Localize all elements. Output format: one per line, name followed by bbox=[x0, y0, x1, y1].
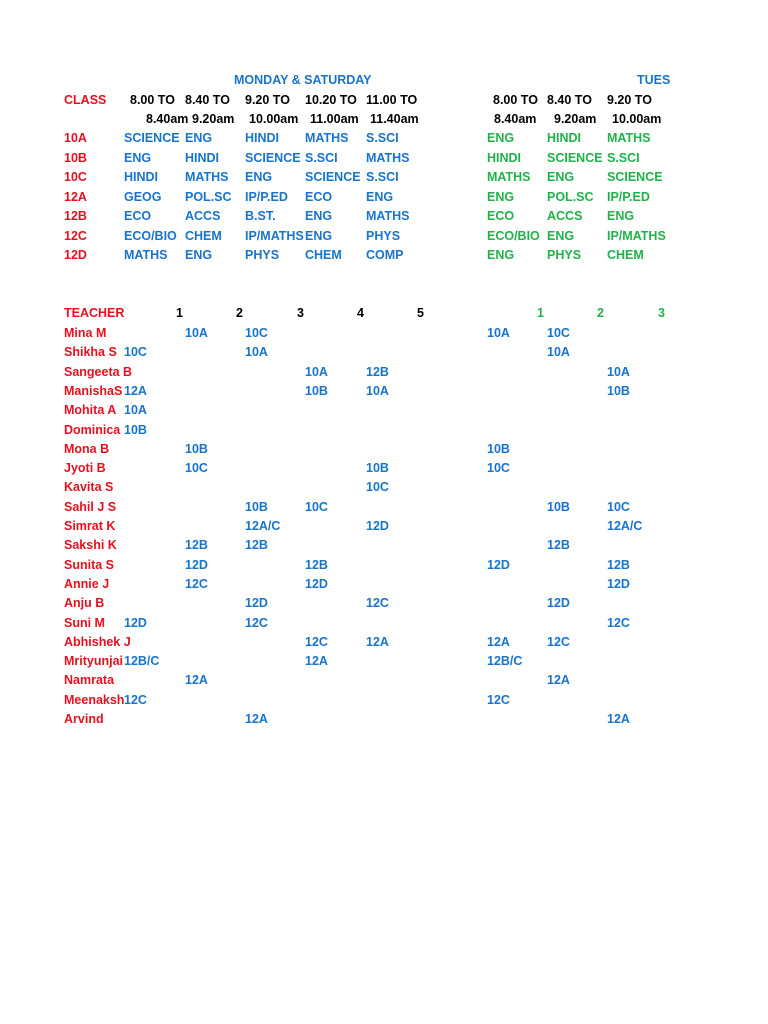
left-period-start: 9.20 TO bbox=[245, 93, 290, 107]
teacher-name: Jyoti B bbox=[64, 461, 106, 476]
class-subject-cell: MATHS bbox=[185, 170, 229, 184]
right-period-end: 10.00am bbox=[612, 112, 662, 126]
left-period-end: 11.00am bbox=[310, 112, 359, 126]
class-label: CLASS bbox=[64, 93, 107, 107]
class-subject-cell: GEOG bbox=[124, 189, 162, 204]
teacher-class-cell-right: 12B bbox=[607, 557, 630, 572]
class-subject-cell: ENG bbox=[366, 189, 394, 204]
class-row-label: 10C bbox=[64, 170, 87, 184]
class-subject-cell-right: ENG bbox=[547, 170, 575, 184]
teacher-class-cell-right: 10B bbox=[607, 383, 630, 398]
class-subject-cell-right: ECO/BIO bbox=[487, 228, 540, 243]
class-subject-cell-right: ENG bbox=[487, 189, 515, 204]
teacher-class-cell: 12C bbox=[305, 634, 328, 649]
teacher-class-cell: 10C bbox=[124, 345, 147, 360]
class-row-label: 12C bbox=[64, 228, 87, 243]
teacher-class-cell-right: 10C bbox=[547, 326, 570, 340]
class-subject-cell-right: ECO bbox=[487, 209, 515, 223]
teacher-class-cell: 10C bbox=[366, 480, 389, 495]
class-subject-cell-right: SCIENCE bbox=[547, 150, 603, 165]
period-number-right: 1 bbox=[537, 306, 544, 320]
teacher-class-cell: 12A/C bbox=[245, 519, 281, 533]
teacher-label: TEACHER bbox=[64, 306, 125, 320]
class-subject-cell: POL.SC bbox=[185, 189, 232, 204]
teacher-class-cell-right: 10A bbox=[547, 345, 570, 360]
class-subject-cell-right: MATHS bbox=[487, 170, 531, 184]
teacher-class-cell: 12A bbox=[185, 673, 208, 688]
class-subject-cell: MATHS bbox=[124, 248, 168, 262]
teacher-name: Mina M bbox=[64, 326, 107, 340]
teacher-class-cell-right: 10A bbox=[607, 364, 630, 379]
class-subject-cell: CHEM bbox=[185, 228, 222, 243]
teacher-class-cell: 12B/C bbox=[124, 654, 160, 669]
teacher-name: Sunita S bbox=[64, 557, 115, 572]
class-subject-cell: HINDI bbox=[124, 170, 159, 184]
class-subject-cell: HINDI bbox=[245, 131, 280, 145]
class-subject-cell-right: IP/P.ED bbox=[607, 189, 650, 204]
teacher-name: Shikha S bbox=[64, 345, 117, 360]
teacher-class-cell-right: 12C bbox=[547, 634, 570, 649]
teacher-class-cell: 10A bbox=[366, 383, 389, 398]
right-period-start: 8.40 TO bbox=[547, 93, 592, 107]
left-period-end: 9.20am bbox=[192, 112, 235, 126]
teacher-name: Arvind bbox=[64, 712, 104, 726]
teacher-name: ManishaS bbox=[64, 383, 123, 398]
teacher-class-cell-right: 10C bbox=[487, 461, 510, 476]
class-subject-cell-right: ENG bbox=[487, 248, 515, 262]
teacher-class-cell: 10B bbox=[366, 461, 389, 476]
class-subject-cell: COMP bbox=[366, 248, 404, 262]
teacher-class-cell: 10B bbox=[124, 422, 147, 437]
teacher-class-cell: 12A bbox=[366, 634, 389, 649]
class-subject-cell: ENG bbox=[185, 131, 213, 145]
class-subject-cell: SCIENCE bbox=[245, 150, 301, 165]
teacher-class-cell: 12B bbox=[245, 538, 268, 553]
left-period-start: 11.00 TO bbox=[366, 93, 418, 107]
teacher-class-cell-right: 10B bbox=[487, 441, 510, 456]
class-subject-cell: HINDI bbox=[185, 150, 220, 165]
teacher-name: Mrityunjai bbox=[64, 654, 124, 669]
class-subject-cell: ECO/BIO bbox=[124, 228, 177, 243]
class-subject-cell: MATHS bbox=[305, 131, 349, 145]
right-period-start: 9.20 TO bbox=[607, 93, 652, 107]
right-period-start: 8.00 TO bbox=[493, 93, 538, 107]
teacher-class-cell: 10B bbox=[185, 441, 208, 456]
left-period-start: 8.00 TO bbox=[130, 93, 175, 107]
class-subject-cell-right: CHEM bbox=[607, 248, 644, 262]
period-number: 4 bbox=[357, 306, 364, 320]
teacher-class-cell: 12D bbox=[245, 596, 268, 611]
teacher-name: Dominica bbox=[64, 422, 121, 437]
class-subject-cell: IP/P.ED bbox=[245, 189, 288, 204]
left-period-end: 11.40am bbox=[370, 112, 419, 126]
teacher-name: Suni M bbox=[64, 615, 105, 630]
teacher-class-cell-right: 12A bbox=[607, 712, 630, 726]
class-subject-cell-right: ACCS bbox=[547, 209, 583, 223]
class-subject-cell: ENG bbox=[305, 228, 333, 243]
teacher-name: Sangeeta B bbox=[64, 364, 133, 379]
class-subject-cell: ECO bbox=[124, 209, 152, 223]
teacher-class-cell-right: 12A bbox=[487, 634, 510, 649]
class-subject-cell: PHYS bbox=[366, 228, 401, 243]
teacher-class-cell-right: 12C bbox=[607, 615, 630, 630]
teacher-class-cell-right: 10C bbox=[607, 499, 630, 514]
class-row-label: 10A bbox=[64, 131, 87, 145]
class-subject-cell: S.SCI bbox=[366, 170, 399, 184]
class-subject-cell: SCIENCE bbox=[124, 131, 180, 145]
class-subject-cell: ECO bbox=[305, 189, 333, 204]
class-subject-cell: S.SCI bbox=[366, 131, 399, 145]
teacher-class-cell-right: 12D bbox=[487, 557, 510, 572]
left-period-start: 10.20 TO bbox=[305, 93, 357, 107]
teacher-class-cell: 12D bbox=[124, 615, 147, 630]
teacher-class-cell: 12B bbox=[185, 538, 208, 553]
class-subject-cell-right: POL.SC bbox=[547, 189, 594, 204]
teacher-class-cell-right: 12D bbox=[607, 576, 630, 591]
class-subject-cell: B.ST. bbox=[245, 209, 276, 223]
class-subject-cell-right: SCIENCE bbox=[607, 170, 663, 184]
teacher-name: Annie J bbox=[64, 576, 110, 591]
right-period-end: 8.40am bbox=[494, 112, 537, 126]
teacher-class-cell-right: 12D bbox=[547, 596, 570, 611]
class-row-label: 12D bbox=[64, 248, 87, 262]
teacher-class-cell-right: 10A bbox=[487, 326, 510, 340]
teacher-class-cell: 10B bbox=[245, 499, 268, 514]
class-subject-cell-right: HINDI bbox=[487, 150, 522, 165]
period-number: 2 bbox=[236, 306, 243, 320]
teacher-class-cell: 10C bbox=[185, 461, 208, 476]
teacher-class-cell: 10A bbox=[185, 326, 208, 340]
teacher-class-cell: 12D bbox=[185, 557, 208, 572]
left-period-end: 10.00am bbox=[249, 112, 299, 126]
teacher-name: Mona B bbox=[64, 441, 110, 456]
teacher-name: Namrata bbox=[64, 673, 115, 688]
teacher-class-cell-right: 12C bbox=[487, 692, 510, 707]
teacher-name: Anju B bbox=[64, 596, 105, 611]
teacher-class-cell: 12B bbox=[366, 364, 389, 379]
teacher-class-cell: 12C bbox=[185, 576, 208, 591]
teacher-name: Sahil J S bbox=[64, 499, 117, 514]
class-subject-cell: PHYS bbox=[245, 248, 280, 262]
class-subject-cell: ENG bbox=[185, 248, 213, 262]
class-subject-cell: MATHS bbox=[366, 209, 410, 223]
class-subject-cell-right: ENG bbox=[487, 131, 515, 145]
teacher-class-cell: 12C bbox=[124, 692, 147, 707]
class-subject-cell: ACCS bbox=[185, 209, 221, 223]
class-subject-cell: MATHS bbox=[366, 150, 410, 165]
teacher-class-cell-right: 12B bbox=[547, 538, 570, 553]
teacher-class-cell: 12A bbox=[305, 654, 328, 669]
class-row-label: 12A bbox=[64, 189, 87, 204]
class-subject-cell-right: PHYS bbox=[547, 248, 582, 262]
teacher-class-cell: 10C bbox=[305, 499, 328, 514]
class-subject-cell-right: IP/MATHS bbox=[607, 228, 666, 243]
teacher-name: Abhishek J bbox=[64, 634, 131, 649]
period-number-right: 2 bbox=[597, 306, 604, 320]
left-period-end: 8.40am bbox=[146, 112, 189, 126]
class-subject-cell: S.SCI bbox=[305, 150, 338, 165]
right-day-title: TUES bbox=[637, 73, 671, 87]
period-number-right: 3 bbox=[658, 306, 665, 320]
left-day-title: MONDAY & SATURDAY bbox=[234, 73, 372, 87]
teacher-class-cell-right: 12B/C bbox=[487, 654, 523, 669]
class-subject-cell: ENG bbox=[305, 209, 333, 223]
class-subject-cell: IP/MATHS bbox=[245, 228, 304, 243]
teacher-name: Meenaksh bbox=[64, 692, 125, 707]
teacher-name: Simrat K bbox=[64, 519, 116, 533]
teacher-class-cell-right: 12A bbox=[547, 673, 570, 688]
class-subject-cell-right: S.SCI bbox=[607, 150, 640, 165]
teacher-class-cell-right: 12A/C bbox=[607, 519, 643, 533]
teacher-class-cell: 12C bbox=[245, 615, 268, 630]
teacher-class-cell: 10B bbox=[305, 383, 328, 398]
class-subject-cell-right: ENG bbox=[607, 209, 635, 223]
class-subject-cell: ENG bbox=[124, 150, 152, 165]
period-number: 1 bbox=[176, 306, 183, 320]
class-row-label: 10B bbox=[64, 150, 87, 165]
teacher-class-cell: 12D bbox=[366, 519, 389, 533]
right-period-end: 9.20am bbox=[554, 112, 597, 126]
period-number: 5 bbox=[417, 306, 424, 320]
class-subject-cell-right: MATHS bbox=[607, 131, 651, 145]
teacher-class-cell: 12C bbox=[366, 596, 389, 611]
class-subject-cell: CHEM bbox=[305, 248, 342, 262]
teacher-class-cell: 10A bbox=[124, 403, 147, 418]
teacher-class-cell: 12A bbox=[124, 383, 147, 398]
teacher-name: Mohita A bbox=[64, 403, 117, 418]
teacher-name: Kavita S bbox=[64, 480, 114, 495]
teacher-class-cell: 10A bbox=[305, 364, 328, 379]
teacher-class-cell: 10C bbox=[245, 326, 268, 340]
class-subject-cell: SCIENCE bbox=[305, 170, 361, 184]
teacher-class-cell: 10A bbox=[245, 345, 268, 360]
teacher-class-cell: 12D bbox=[305, 576, 328, 591]
teacher-name: Sakshi K bbox=[64, 538, 117, 553]
teacher-class-cell: 12A bbox=[245, 712, 268, 726]
period-number: 3 bbox=[297, 306, 304, 320]
teacher-class-cell: 12B bbox=[305, 557, 328, 572]
class-row-label: 12B bbox=[64, 209, 87, 223]
class-subject-cell-right: ENG bbox=[547, 228, 575, 243]
class-subject-cell-right: HINDI bbox=[547, 131, 582, 145]
left-period-start: 8.40 TO bbox=[185, 93, 230, 107]
teacher-class-cell-right: 10B bbox=[547, 499, 570, 514]
class-subject-cell: ENG bbox=[245, 170, 273, 184]
